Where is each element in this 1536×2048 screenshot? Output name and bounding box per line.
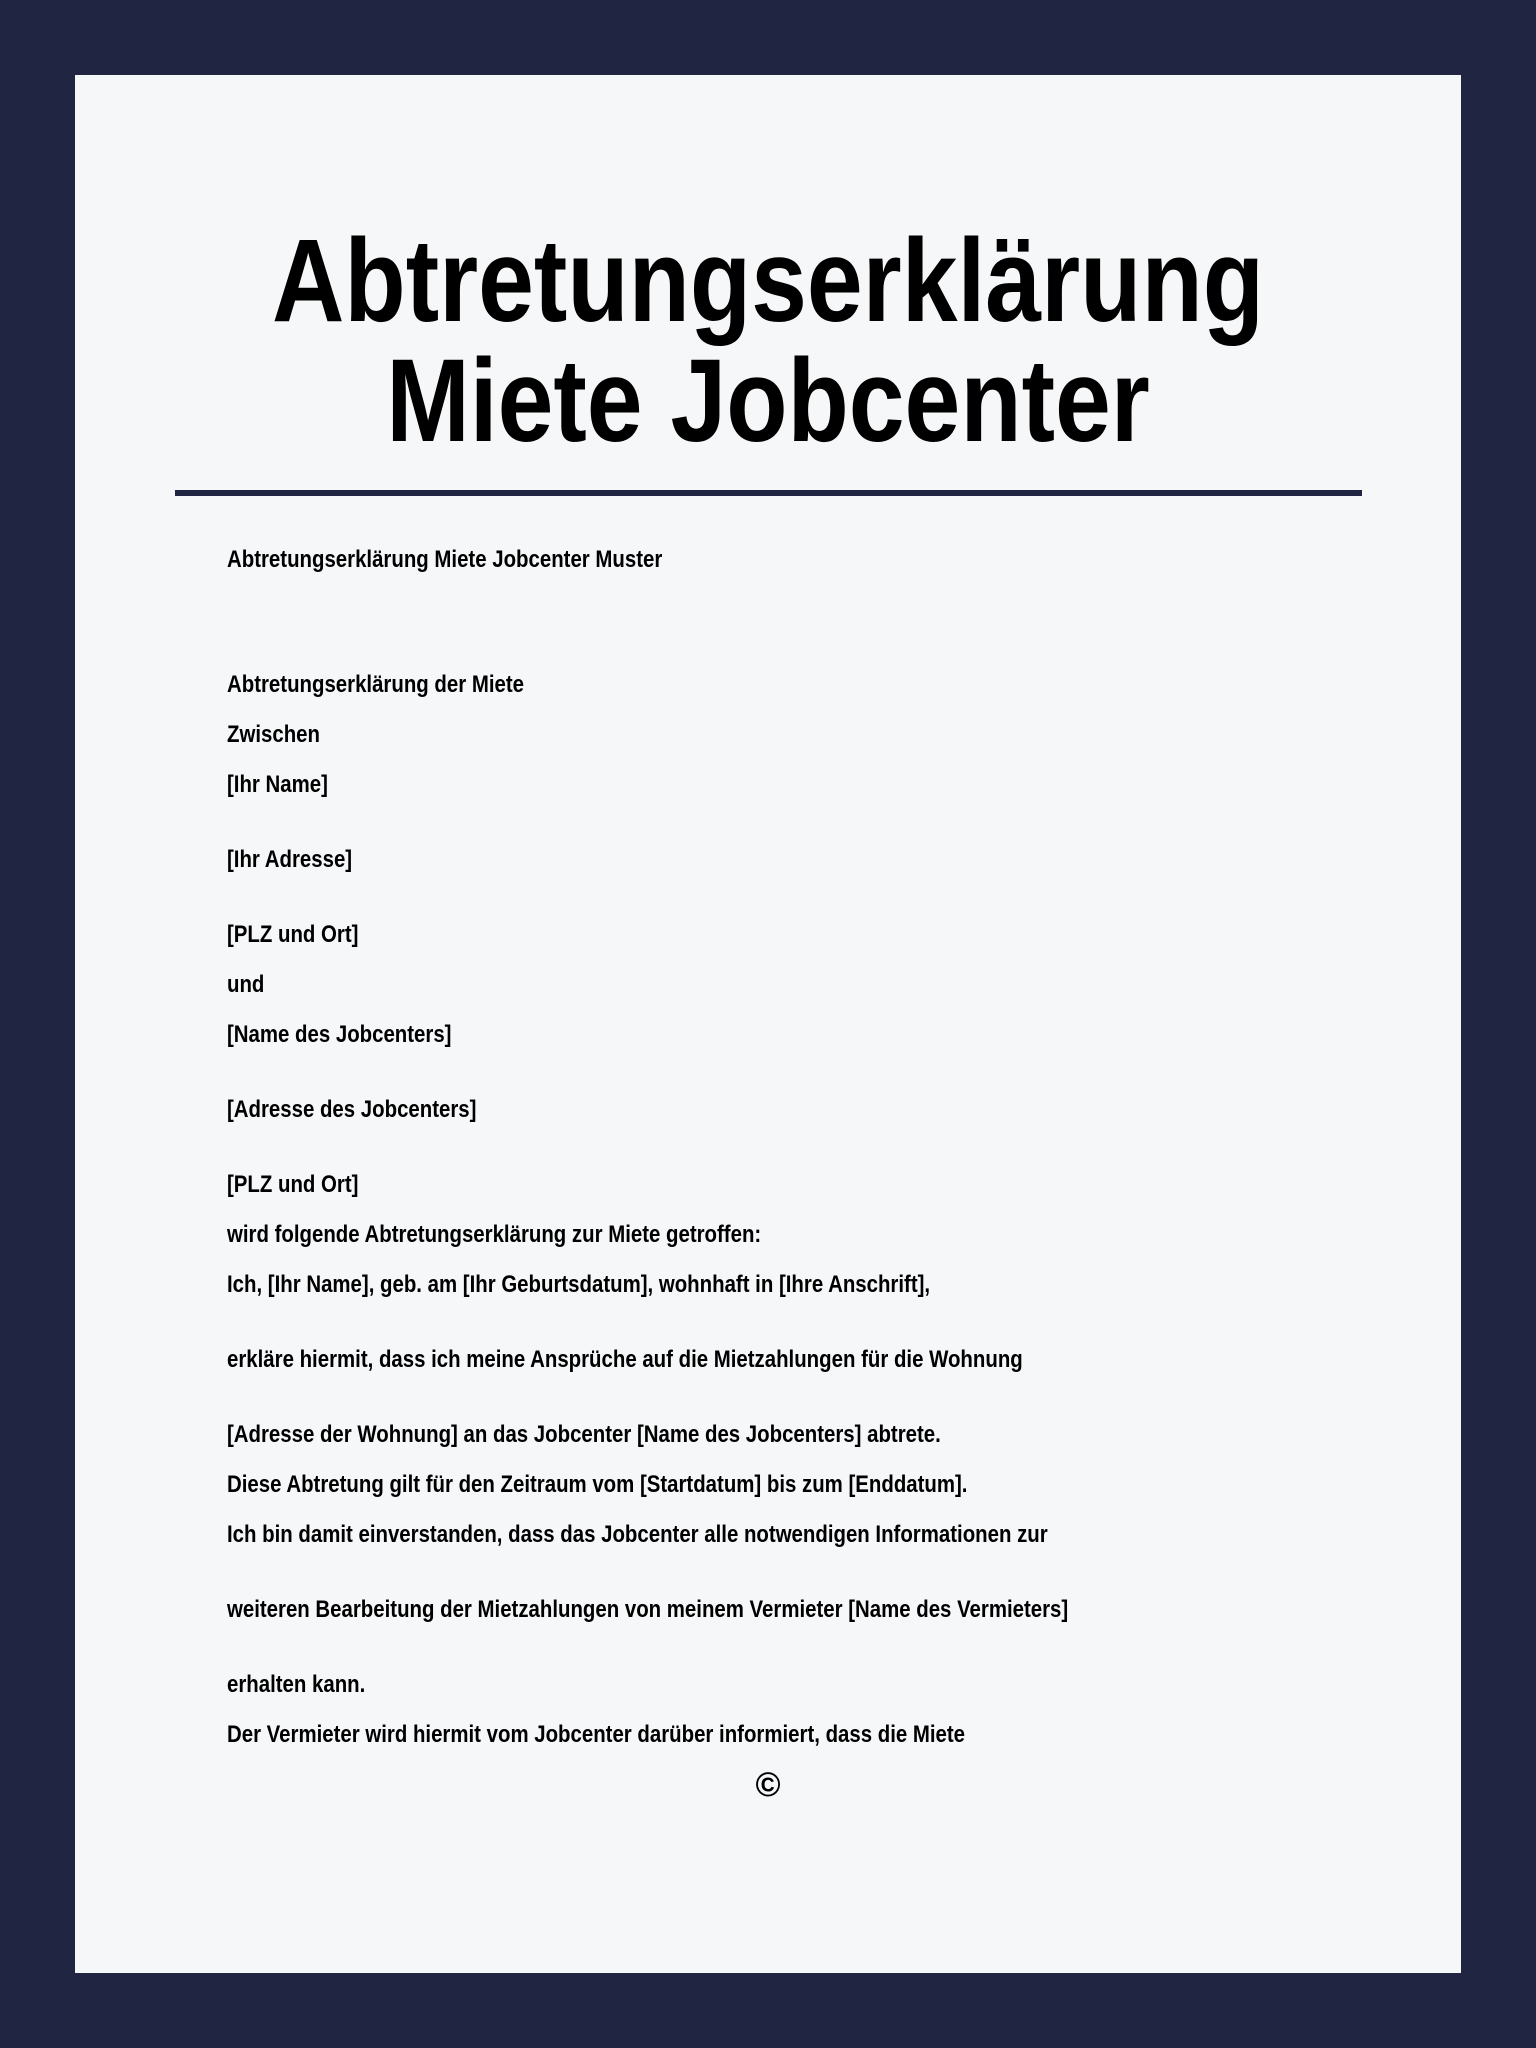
text-line: [Ihr Adresse] (227, 846, 353, 873)
title-line-1: Abtretungserklärung (271, 215, 1264, 347)
text-line: [Ihr Name] (227, 771, 328, 798)
blank-gap (75, 1310, 1461, 1335)
text-line: erhalten kann. (227, 1671, 366, 1698)
text-line: Zwischen (227, 721, 320, 748)
blank-gap (75, 635, 1461, 660)
blank-gap (75, 1635, 1461, 1660)
text-line: Der Vermieter wird hiermit vom Jobcenter darüber informiert, dass die Miete (227, 1721, 966, 1748)
blank-gap (75, 610, 1461, 635)
text-line: Ich bin damit einverstanden, dass das Jobcenter alle notwendigen Informationen zur (227, 1521, 1048, 1548)
title-line-2: Miete Jobcenter (386, 335, 1150, 467)
text-line: wird folgende Abtretungserklärung zur Miete getroffen: (227, 1221, 762, 1248)
document-page (75, 75, 1461, 1973)
blank-gap (75, 1560, 1461, 1585)
blank-gap (75, 885, 1461, 910)
text-line: [PLZ und Ort] (227, 921, 359, 948)
title-underline-rule (175, 490, 1362, 496)
text-line: [Name des Jobcenters] (227, 1021, 452, 1048)
text-line: [Adresse des Jobcenters] (227, 1096, 477, 1123)
blank-gap (75, 1385, 1461, 1410)
blank-gap (75, 1135, 1461, 1160)
text-line: Abtretungserklärung der Miete (227, 671, 524, 698)
text-line: Abtretungserklärung Miete Jobcenter Muster (227, 546, 663, 573)
document-title (179, 215, 1357, 467)
copyright-symbol: © (755, 1766, 781, 1804)
blank-gap (75, 585, 1461, 610)
text-line: weiteren Bearbeitung der Mietzahlungen von meinem Vermieter [Name des Vermieters] (227, 1596, 1069, 1623)
copyright-row (75, 1760, 1461, 1810)
blank-gap (75, 810, 1461, 835)
text-line: [Adresse der Wohnung] an das Jobcenter [Name des Jobcenters] abtrete. (227, 1421, 941, 1448)
document-body (75, 535, 1461, 1760)
text-line: erkläre hiermit, dass ich meine Ansprüche auf die Mietzahlungen für die Wohnung (227, 1346, 1023, 1373)
text-line: [PLZ und Ort] (227, 1171, 359, 1198)
text-line: und (227, 971, 265, 998)
text-line: Ich, [Ihr Name], geb. am [Ihr Geburtsdatum], wohnhaft in [Ihre Anschrift], (227, 1271, 931, 1298)
text-line: Diese Abtretung gilt für den Zeitraum vom [Startdatum] bis zum [Enddatum]. (227, 1471, 968, 1498)
blank-gap (75, 1060, 1461, 1085)
